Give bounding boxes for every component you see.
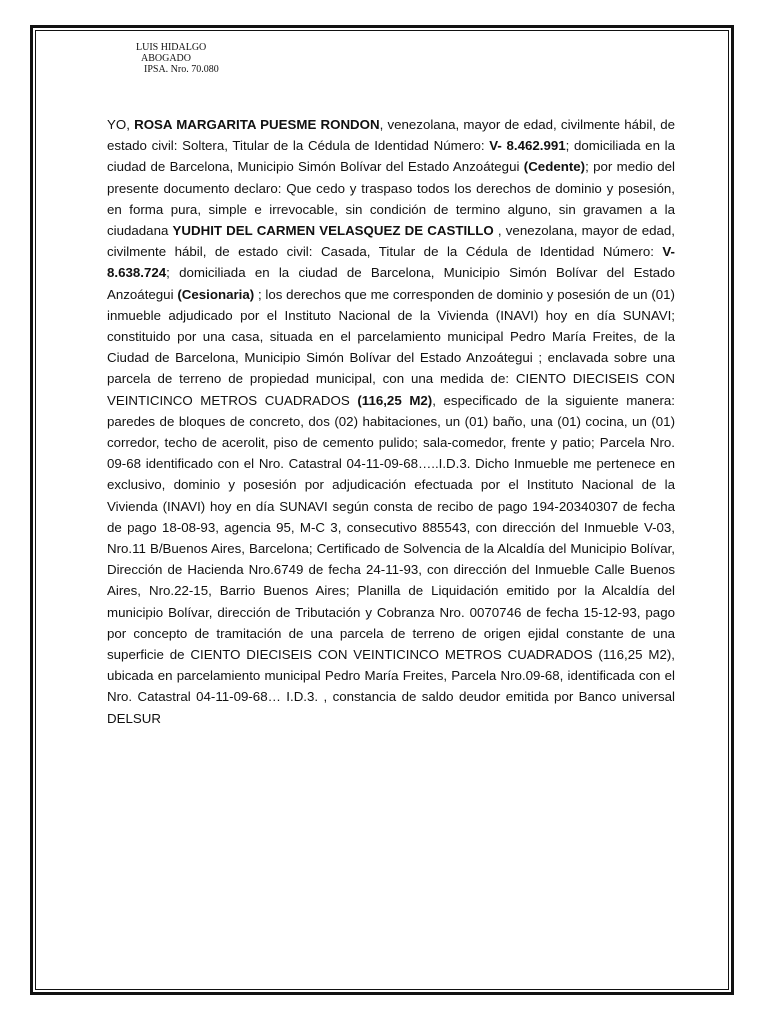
lawyer-name: LUIS HIDALGO <box>136 42 207 53</box>
body-bold-run: V- 8.462.991 <box>489 138 566 154</box>
body-text-run: YO, <box>107 117 135 132</box>
body-text-run: ; los derechos que me corresponden de dominio y posesión de un (01) inmueble adjudicado por el Instituto Nacional de la Vivienda (INAVI) hoy en día SUNAVI; constituido por una casa, situada en el parcelamiento municipal Pedro María Freites, de la Ciudad de Barcelona, Municipio Simón Bolívar del Estado Anzoátegui ; enclavada sobre una parcela de terreno de propiedad municipal, con una medida de: CIENTO DIECISEIS CON VEINTICINCO METROS CUADRADOS <box>107 286 675 408</box>
lawyer-title: ABOGADO <box>141 53 191 64</box>
body-bold-run: (Cedente) <box>523 159 586 175</box>
body-bold-run: (116,25 M2) <box>357 392 433 408</box>
body-text-run: , venezolana, mayor de edad, civilmente hábil, de estado civil: Soltera, Titular de la Cédula de Identidad Número: <box>107 117 675 154</box>
body-text-run: ; por medio del presente documento declaro: Que cedo y traspaso todos los derechos de dominio y posesión, en forma pura, simple e irrevocable, sin condición de termino alguno, sin gravamen a la ciudadana <box>107 159 675 239</box>
document-body <box>107 114 675 729</box>
body-text-run: ; domiciliada en la ciudad de Barcelona, Municipio Simón Bolívar del Estado Anzoátegui <box>107 138 675 175</box>
body-bold-run: V- 8.638.724 <box>107 244 675 281</box>
body-bold-run: ROSA MARGARITA PUESME RONDON <box>134 117 380 132</box>
body-text-run: , venezolana, mayor de edad, civilmente hábil, de estado civil: Casada, Titular de la Cédula de Identidad Número: <box>107 223 675 260</box>
body-bold-run: (Cesionaria) <box>177 286 255 302</box>
body-bold-run: YUDHIT DEL CARMEN VELASQUEZ DE CASTILLO <box>172 223 494 239</box>
body-text-run: ; domiciliada en la ciudad de Barcelona, Municipio Simón Bolívar del Estado Anzoátegui <box>107 265 675 302</box>
letterhead <box>136 42 219 75</box>
body-text-run: , especificado de la siguiente manera: paredes de bloques de concreto, dos (02) habitaciones, un (01) baño, una (01) cocina, un (01) corredor, techo de acerolit, piso de cemento pulido; sala-comedor, frente y patio; Parcela Nro. 09-68 identificado con el Nro. Catastral 04-11-09-68…..I.D.3. Dicho Inmueble me pertenece en exclusivo, dominio y posesión por adjudicación efectuada por el Instituto Nacional de la Vivienda (INAVI) hoy en día SUNAVI según consta de recibo de pago 194-20340307 de fecha de pago 18-08-93, agencia 95, M-C 3, consecutivo 885543, con dirección del Inmueble V-03, Nro.11 B/Buenos Aires, Barcelona; Certificado de Solvencia de la Alcaldía del Municipio Bolívar, Dirección de Hacienda Nro.6749 de fecha 24-11-93, con dirección del Inmueble Calle Buenos Aires, Nro.22-15, Barrio Buenos Aires; Planilla de Liquidación emitido por la Alcaldía del municipio Bolívar, dirección de Tributación y Cobranza Nro. 0070746 de fecha 15-12-93, pago por concepto de tramitación de una parcela de terreno de origen ejidal constante de una superficie de CIENTO DIECISEIS CON VEINTICINCO METROS CUADRADOS (116,25 M2), ubicada en parcelamiento municipal Pedro María Freites, Parcela Nro.09-68, identificada con el Nro. Catastral 04-11-09-68… I.D.3. , constancia de saldo deudor emitida por Banco universal DELSUR <box>107 392 676 726</box>
lawyer-registration: IPSA. Nro. 70.080 <box>144 64 219 75</box>
